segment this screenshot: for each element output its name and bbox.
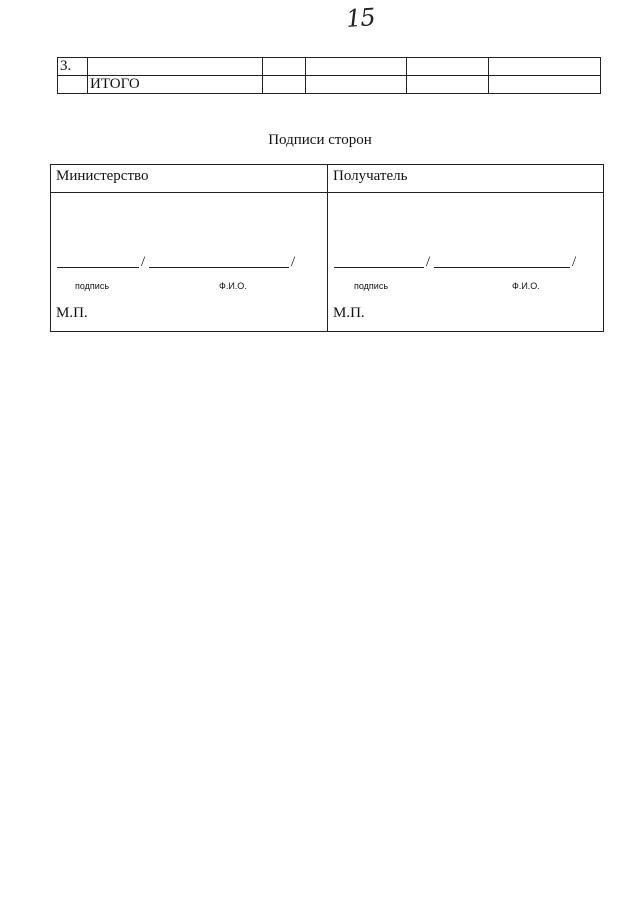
table-cell (489, 76, 601, 94)
totals-table (57, 57, 601, 94)
signature-underline (57, 267, 139, 268)
table-cell (263, 76, 306, 94)
page-number: 15 (345, 3, 376, 33)
slash: / (141, 254, 146, 270)
name-underline (434, 267, 570, 268)
signatures-title: Подписи сторон (268, 132, 372, 148)
table-cell (88, 58, 263, 76)
table-cell (489, 58, 601, 76)
table-cell (306, 76, 407, 94)
table-cell: 3. (58, 58, 88, 76)
name-caption: Ф.И.О. (512, 281, 540, 291)
signature-block-recipient (327, 165, 603, 331)
slash: / (572, 254, 577, 270)
signature-caption: подпись (75, 281, 110, 291)
table-cell (306, 58, 407, 76)
signature-line (334, 252, 584, 268)
table-row (58, 76, 601, 94)
table-cell (58, 76, 88, 94)
slash: / (291, 254, 296, 270)
table-cell (263, 58, 306, 76)
slash: / (426, 254, 431, 270)
table-cell (407, 58, 489, 76)
stamp-label: М.П. (56, 305, 88, 321)
signature-block-ministry (51, 165, 327, 331)
signature-caption: подпись (354, 281, 389, 291)
signature-header-ministry: Министерство (51, 165, 327, 193)
table-cell (407, 76, 489, 94)
name-caption: Ф.И.О. (219, 281, 247, 291)
signature-header-recipient: Получатель (328, 165, 603, 193)
table-cell: ИТОГО (88, 76, 263, 94)
stamp-label: М.П. (333, 305, 365, 321)
signature-line (57, 252, 302, 268)
signatures-table (50, 164, 604, 332)
signature-underline (334, 267, 424, 268)
table-row (58, 58, 601, 76)
name-underline (149, 267, 289, 268)
